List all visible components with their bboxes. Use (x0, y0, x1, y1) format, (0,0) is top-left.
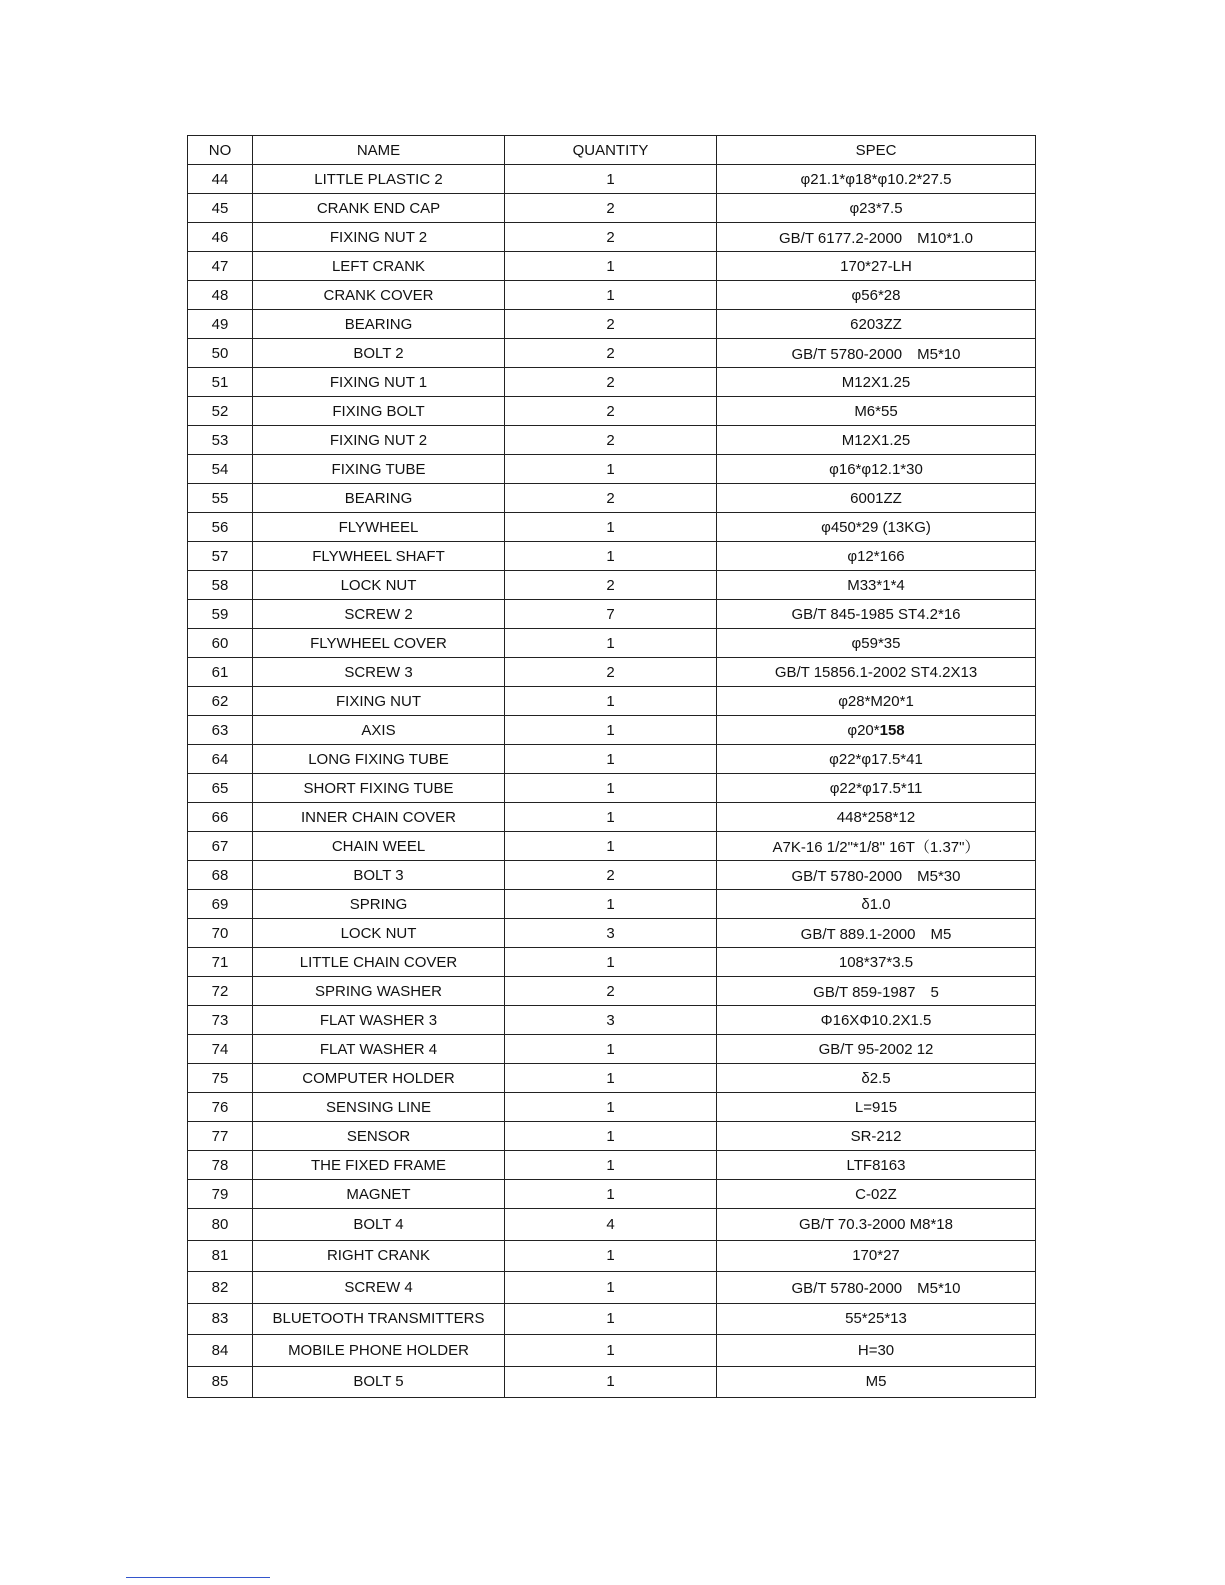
cell-no: 77 (188, 1122, 253, 1151)
cell-name: FLYWHEEL COVER (253, 629, 505, 658)
cell-quantity: 1 (505, 716, 717, 745)
cell-name: SCREW 2 (253, 600, 505, 629)
cell-no: 63 (188, 716, 253, 745)
table-row (188, 1335, 1036, 1367)
cell-spec: GB/T 95-2002 12 (717, 1035, 1036, 1064)
table-row (188, 629, 1036, 658)
table-row (188, 1006, 1036, 1035)
cell-name: FIXING BOLT (253, 397, 505, 426)
cell-name: BOLT 2 (253, 339, 505, 368)
cell-quantity: 2 (505, 484, 717, 513)
cell-no: 73 (188, 1006, 253, 1035)
table-row (188, 194, 1036, 223)
cell-quantity: 3 (505, 919, 717, 948)
cell-spec: SR-212 (717, 1122, 1036, 1151)
table-row (188, 1093, 1036, 1122)
cell-quantity: 1 (505, 1180, 717, 1209)
cell-name: SENSING LINE (253, 1093, 505, 1122)
cell-name: LONG FIXING TUBE (253, 745, 505, 774)
cell-spec: φ22*φ17.5*11 (717, 774, 1036, 803)
cell-quantity: 4 (505, 1209, 717, 1241)
table-row (188, 1240, 1036, 1272)
cell-quantity: 1 (505, 1151, 717, 1180)
cell-quantity: 1 (505, 803, 717, 832)
cell-quantity: 1 (505, 1240, 717, 1272)
cell-quantity: 2 (505, 194, 717, 223)
table-row (188, 1035, 1036, 1064)
cell-spec: φ23*7.5 (717, 194, 1036, 223)
cell-spec: GB/T 889.1-2000 M5 (717, 919, 1036, 948)
cell-quantity: 1 (505, 1303, 717, 1335)
cell-name: BOLT 3 (253, 861, 505, 890)
cell-quantity: 2 (505, 571, 717, 600)
cell-quantity: 1 (505, 1064, 717, 1093)
cell-spec: φ16*φ12.1*30 (717, 455, 1036, 484)
table-row (188, 1209, 1036, 1241)
cell-no: 59 (188, 600, 253, 629)
cell-spec: φ22*φ17.5*41 (717, 745, 1036, 774)
table-row (188, 977, 1036, 1006)
cell-quantity: 1 (505, 629, 717, 658)
cell-quantity: 2 (505, 339, 717, 368)
cell-quantity: 3 (505, 1006, 717, 1035)
cell-quantity: 1 (505, 832, 717, 861)
table-row (188, 687, 1036, 716)
cell-spec: φ28*M20*1 (717, 687, 1036, 716)
cell-name: SHORT FIXING TUBE (253, 774, 505, 803)
cell-name: LITTLE CHAIN COVER (253, 948, 505, 977)
table-row (188, 1064, 1036, 1093)
table-row (188, 658, 1036, 687)
table-row (188, 890, 1036, 919)
cell-name: CHAIN WEEL (253, 832, 505, 861)
cell-quantity: 2 (505, 658, 717, 687)
cell-no: 68 (188, 861, 253, 890)
cell-quantity: 1 (505, 1093, 717, 1122)
cell-no: 66 (188, 803, 253, 832)
cell-spec: φ20*158 (717, 716, 1036, 745)
cell-spec: Φ16XΦ10.2X1.5 (717, 1006, 1036, 1035)
cell-no: 79 (188, 1180, 253, 1209)
cell-name: BOLT 4 (253, 1209, 505, 1241)
cell-name: BEARING (253, 484, 505, 513)
cell-quantity: 1 (505, 1366, 717, 1398)
cell-no: 58 (188, 571, 253, 600)
cell-quantity: 1 (505, 687, 717, 716)
cell-name: RIGHT CRANK (253, 1240, 505, 1272)
cell-quantity: 1 (505, 542, 717, 571)
cell-quantity: 1 (505, 513, 717, 542)
cell-quantity: 1 (505, 165, 717, 194)
cell-no: 72 (188, 977, 253, 1006)
cell-no: 75 (188, 1064, 253, 1093)
cell-name: SPRING WASHER (253, 977, 505, 1006)
table-row (188, 745, 1036, 774)
cell-name: AXIS (253, 716, 505, 745)
table-row (188, 368, 1036, 397)
cell-name: INNER CHAIN COVER (253, 803, 505, 832)
table-row (188, 513, 1036, 542)
cell-quantity: 1 (505, 455, 717, 484)
cell-quantity: 1 (505, 252, 717, 281)
cell-spec: LTF8163 (717, 1151, 1036, 1180)
cell-spec: 6203ZZ (717, 310, 1036, 339)
cell-name: SCREW 4 (253, 1272, 505, 1304)
cell-spec: M12X1.25 (717, 426, 1036, 455)
cell-name: THE FIXED FRAME (253, 1151, 505, 1180)
cell-name: LOCK NUT (253, 571, 505, 600)
cell-quantity: 1 (505, 890, 717, 919)
cell-no: 49 (188, 310, 253, 339)
cell-name: FIXING NUT (253, 687, 505, 716)
cell-quantity: 2 (505, 223, 717, 252)
cell-no: 81 (188, 1240, 253, 1272)
cell-name: SENSOR (253, 1122, 505, 1151)
footer-link-underline (126, 1577, 270, 1578)
table-row (188, 542, 1036, 571)
cell-quantity: 1 (505, 281, 717, 310)
cell-name: FLYWHEEL (253, 513, 505, 542)
cell-no: 71 (188, 948, 253, 977)
cell-no: 76 (188, 1093, 253, 1122)
cell-name: LOCK NUT (253, 919, 505, 948)
cell-no: 83 (188, 1303, 253, 1335)
cell-no: 80 (188, 1209, 253, 1241)
cell-no: 61 (188, 658, 253, 687)
cell-no: 70 (188, 919, 253, 948)
cell-quantity: 1 (505, 745, 717, 774)
header-spec: SPEC (717, 136, 1036, 165)
cell-spec: GB/T 859-1987 5 (717, 977, 1036, 1006)
cell-no: 60 (188, 629, 253, 658)
cell-name: COMPUTER HOLDER (253, 1064, 505, 1093)
cell-spec: φ12*166 (717, 542, 1036, 571)
cell-no: 46 (188, 223, 253, 252)
cell-no: 74 (188, 1035, 253, 1064)
table-row (188, 948, 1036, 977)
table-row (188, 310, 1036, 339)
cell-quantity: 2 (505, 397, 717, 426)
cell-no: 85 (188, 1366, 253, 1398)
cell-spec: M33*1*4 (717, 571, 1036, 600)
cell-name: SPRING (253, 890, 505, 919)
table-row (188, 1272, 1036, 1304)
cell-spec: GB/T 70.3-2000 M8*18 (717, 1209, 1036, 1241)
table-row (188, 223, 1036, 252)
cell-quantity: 2 (505, 861, 717, 890)
header-no: NO (188, 136, 253, 165)
cell-name: FIXING NUT 2 (253, 426, 505, 455)
cell-spec: 170*27 (717, 1240, 1036, 1272)
cell-name: SCREW 3 (253, 658, 505, 687)
cell-no: 54 (188, 455, 253, 484)
cell-spec: GB/T 5780-2000 M5*10 (717, 1272, 1036, 1304)
cell-spec: A7K-16 1/2"*1/8" 16T（1.37"） (717, 832, 1036, 861)
table-row (188, 1151, 1036, 1180)
table-row (188, 455, 1036, 484)
cell-no: 78 (188, 1151, 253, 1180)
table-row (188, 600, 1036, 629)
table-row (188, 252, 1036, 281)
cell-no: 53 (188, 426, 253, 455)
table-row (188, 1180, 1036, 1209)
cell-no: 67 (188, 832, 253, 861)
cell-no: 48 (188, 281, 253, 310)
cell-spec: δ2.5 (717, 1064, 1036, 1093)
cell-name: CRANK COVER (253, 281, 505, 310)
table-row (188, 397, 1036, 426)
cell-spec: GB/T 5780-2000 M5*30 (717, 861, 1036, 890)
cell-name: MAGNET (253, 1180, 505, 1209)
parts-table (187, 135, 1036, 1398)
cell-no: 82 (188, 1272, 253, 1304)
cell-no: 47 (188, 252, 253, 281)
cell-quantity: 1 (505, 948, 717, 977)
cell-spec: GB/T 15856.1-2002 ST4.2X13 (717, 658, 1036, 687)
cell-name: LEFT CRANK (253, 252, 505, 281)
cell-spec: φ450*29 (13KG) (717, 513, 1036, 542)
cell-name: FLAT WASHER 4 (253, 1035, 505, 1064)
cell-no: 51 (188, 368, 253, 397)
cell-spec: M12X1.25 (717, 368, 1036, 397)
cell-spec: φ21.1*φ18*φ10.2*27.5 (717, 165, 1036, 194)
table-row (188, 1366, 1036, 1398)
table-row (188, 832, 1036, 861)
cell-spec: 448*258*12 (717, 803, 1036, 832)
cell-name: MOBILE PHONE HOLDER (253, 1335, 505, 1367)
cell-spec: φ56*28 (717, 281, 1036, 310)
cell-quantity: 1 (505, 1035, 717, 1064)
table-row (188, 803, 1036, 832)
cell-name: FIXING NUT 1 (253, 368, 505, 397)
cell-quantity: 1 (505, 1122, 717, 1151)
cell-no: 55 (188, 484, 253, 513)
table-row (188, 165, 1036, 194)
cell-quantity: 2 (505, 310, 717, 339)
cell-name: BEARING (253, 310, 505, 339)
cell-no: 65 (188, 774, 253, 803)
header-quantity: QUANTITY (505, 136, 717, 165)
table-row (188, 426, 1036, 455)
cell-name: FLYWHEEL SHAFT (253, 542, 505, 571)
cell-name: CRANK END CAP (253, 194, 505, 223)
table-header-row (188, 136, 1036, 165)
cell-quantity: 2 (505, 368, 717, 397)
cell-name: BOLT 5 (253, 1366, 505, 1398)
cell-name: LITTLE PLASTIC 2 (253, 165, 505, 194)
cell-spec: GB/T 6177.2-2000 M10*1.0 (717, 223, 1036, 252)
table-row (188, 1303, 1036, 1335)
cell-quantity: 1 (505, 774, 717, 803)
cell-spec: M5 (717, 1366, 1036, 1398)
cell-no: 50 (188, 339, 253, 368)
cell-no: 45 (188, 194, 253, 223)
table-row (188, 774, 1036, 803)
cell-name: FIXING TUBE (253, 455, 505, 484)
cell-name: FIXING NUT 2 (253, 223, 505, 252)
cell-no: 52 (188, 397, 253, 426)
table-row (188, 484, 1036, 513)
cell-no: 69 (188, 890, 253, 919)
table-row (188, 1122, 1036, 1151)
cell-name: FLAT WASHER 3 (253, 1006, 505, 1035)
cell-spec: GB/T 845-1985 ST4.2*16 (717, 600, 1036, 629)
cell-no: 57 (188, 542, 253, 571)
cell-no: 64 (188, 745, 253, 774)
cell-spec: 55*25*13 (717, 1303, 1036, 1335)
table-row (188, 716, 1036, 745)
cell-spec: H=30 (717, 1335, 1036, 1367)
table-row (188, 571, 1036, 600)
cell-name: BLUETOOTH TRANSMITTERS (253, 1303, 505, 1335)
cell-quantity: 1 (505, 1272, 717, 1304)
table-row (188, 339, 1036, 368)
header-name: NAME (253, 136, 505, 165)
cell-spec: 170*27-LH (717, 252, 1036, 281)
cell-spec: δ1.0 (717, 890, 1036, 919)
cell-quantity: 1 (505, 1335, 717, 1367)
table-row (188, 919, 1036, 948)
cell-spec: L=915 (717, 1093, 1036, 1122)
cell-spec: GB/T 5780-2000 M5*10 (717, 339, 1036, 368)
cell-quantity: 7 (505, 600, 717, 629)
cell-spec: 6001ZZ (717, 484, 1036, 513)
table-body (188, 165, 1036, 1398)
table-row (188, 861, 1036, 890)
cell-no: 62 (188, 687, 253, 716)
cell-no: 56 (188, 513, 253, 542)
cell-spec: 108*37*3.5 (717, 948, 1036, 977)
cell-spec: φ59*35 (717, 629, 1036, 658)
cell-no: 44 (188, 165, 253, 194)
cell-spec: M6*55 (717, 397, 1036, 426)
cell-no: 84 (188, 1335, 253, 1367)
cell-quantity: 2 (505, 977, 717, 1006)
table-row (188, 281, 1036, 310)
cell-spec: C-02Z (717, 1180, 1036, 1209)
cell-quantity: 2 (505, 426, 717, 455)
